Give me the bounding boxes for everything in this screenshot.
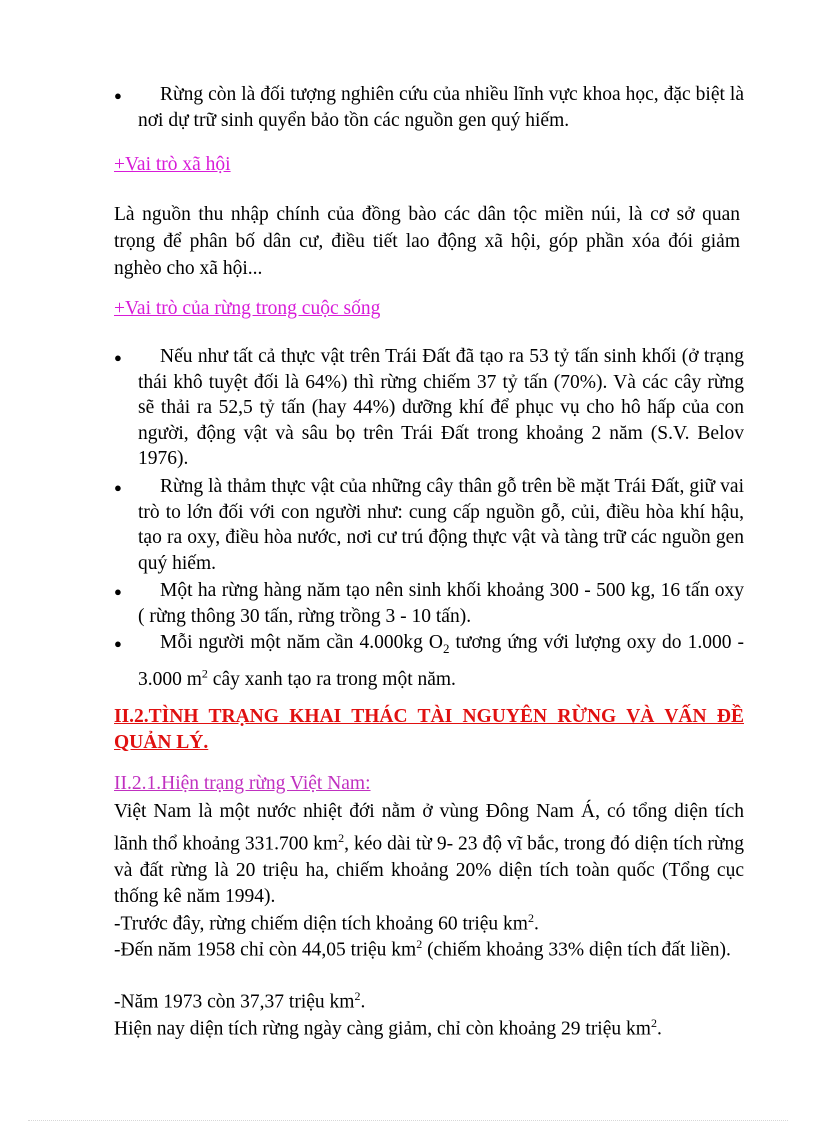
section-heading-social: +Vai trò xã hội (114, 154, 231, 175)
history-line-4: Hiện nay diện tích rừng ngày càng giảm, chỉ còn khoảng 29 triệu $km^2$. (114, 1016, 662, 1040)
list-item (114, 578, 744, 629)
list-item (114, 474, 744, 576)
bullet-text: Rừng là thảm thực vật của những cây thân gỗ trên bề mặt Trái Đất, giữ vai trò to lớn đối với con người như: cung cấp nguồn gỗ, củi, điều hòa khí hậu, tạo ra oxy, điều hòa nước, nơi cư trú động thực vật và tàng trữ các nguồn gen quý hiếm. (138, 476, 744, 574)
bullet-icon: ● (114, 584, 122, 599)
history-line-2: -Đến năm 1958 chỉ còn 44,05 triệu $km^2$ (chiếm khoảng 33% diện tích đất liền). (114, 937, 731, 961)
list-item (114, 344, 744, 472)
bullet-icon: ● (114, 350, 122, 365)
list-item (114, 82, 744, 133)
bullet-icon: ● (114, 480, 122, 495)
page-bottom-divider (28, 1120, 788, 1121)
bullet-icon: ● (114, 88, 122, 103)
social-paragraph: Là nguồn thu nhập chính của đồng bào các dân tộc miền núi, là cơ sở quan trọng để phân bố dân cư, điều tiết lao động xã hội, góp phần xóa đói giảm nghèo cho xã hội... (114, 204, 740, 279)
bullet-text: Mỗi người một năm cần 4.000kg $O_2$ tương ứng với lượng oxy do 1.000 - 3.000 $m^2$ cây xanh tạo ra trong một năm. (138, 632, 745, 690)
history-line-1: -Trước đây, rừng chiếm diện tích khoảng 60 triệu $km^2$. (114, 911, 539, 935)
bullet-text: Nếu như tất cả thực vật trên Trái Đất đã tạo ra 53 tỷ tấn sinh khối (ở trạng thái khô tuyệt đối là 64%) thì rừng chiếm 37 tỷ tấn (70%). Và các cây rừng sẽ thải ra 52,5 tỷ tấn (hay 44%) dưỡng khí để phục vụ cho hô hấp của con người, động vật và sâu bọ trên Trái Đất trong khoảng 2 năm (S.V. Belov 1976). (138, 346, 744, 469)
history-line-3: -Năm 1973 còn 37,37 triệu $km^2$. (114, 989, 366, 1013)
bullet-text: Một ha rừng hàng năm tạo nên sinh khối khoảng 300 - 500 kg, 16 tấn oxy ( rừng thông 30 tấn, rừng trồng 3 - 10 tấn). (138, 580, 744, 627)
intro-paragraph: Việt Nam là một nước nhiệt đới nằm ở vùng Đông Nam Á, có tổng diện tích lãnh thổ khoảng 331.700 $km^2$, kéo dài từ 9- 23 độ vĩ bắc, trong đó diện tích rừng và đất rừng là 20 triệu ha, chiếm khoảng 20% diện tích toàn quốc (Tổng cục thống kê năm 1994). (114, 801, 744, 907)
section-heading-life: +Vai trò của rừng trong cuộc sống (114, 298, 381, 319)
bullet-icon: ● (114, 636, 122, 651)
chapter-heading: II.2.TÌNH TRẠNG KHAI THÁC TÀI NGUYÊN RỪNG VÀ VẤN ĐỀ QUẢN LÝ. (114, 706, 744, 753)
subsection-heading: II.2.1.Hiện trạng rừng Việt Nam: (114, 773, 371, 794)
list-item (114, 630, 744, 692)
bullet-text: Rừng còn là đối tượng nghiên cứu của nhiều lĩnh vực khoa học, đặc biệt là nơi dự trữ sinh quyển bảo tồn các nguồn gen quý hiếm. (138, 84, 744, 131)
